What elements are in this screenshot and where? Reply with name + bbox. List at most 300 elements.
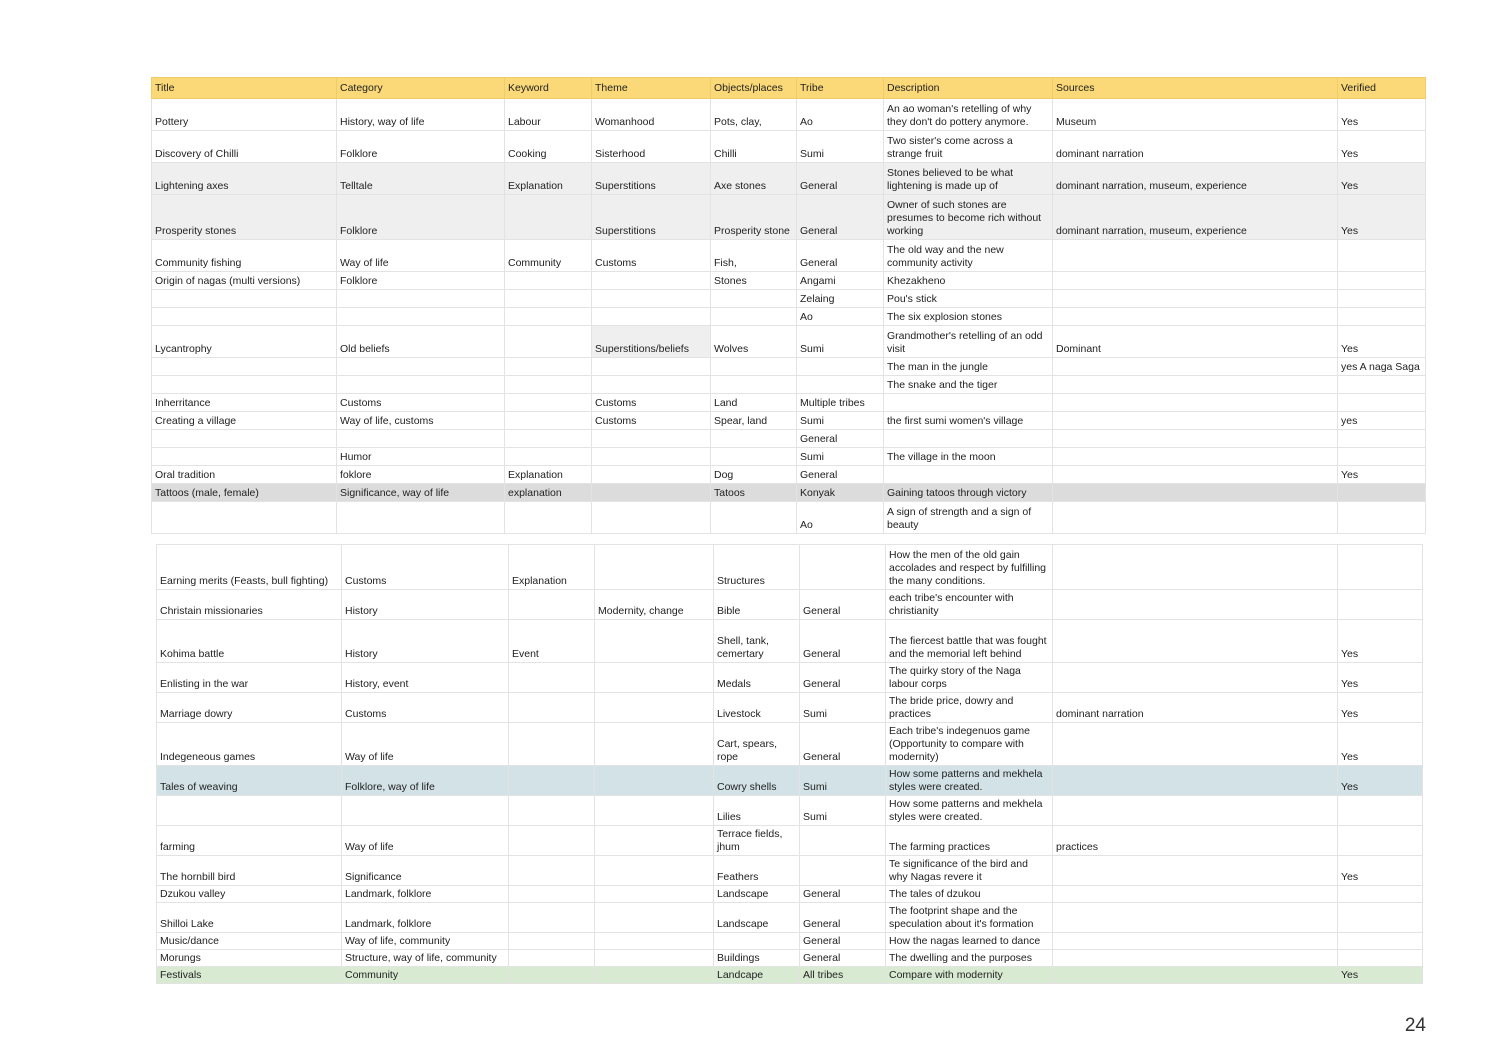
cell-description[interactable]: The man in the jungle (884, 358, 1053, 376)
cell-title[interactable]: Community fishing (152, 240, 337, 272)
cell-category[interactable]: History, way of life (337, 99, 505, 131)
header-tribe[interactable]: Tribe (797, 78, 884, 99)
cell-keyword[interactable] (509, 693, 595, 723)
cell-verified[interactable] (1338, 545, 1423, 590)
cell-keyword[interactable] (505, 358, 592, 376)
cell-tribe[interactable]: Ao (797, 99, 884, 131)
cell-theme[interactable] (592, 484, 711, 502)
cell-keyword[interactable]: Cooking (505, 131, 592, 163)
cell-objects-places[interactable] (711, 502, 797, 534)
cell-keyword[interactable] (505, 412, 592, 430)
cell-keyword[interactable]: explanation (505, 484, 592, 502)
cell-description[interactable]: How some patterns and mekhela styles were created. (886, 796, 1053, 826)
cell-objects-places[interactable] (711, 376, 797, 394)
cell-theme[interactable]: Customs (592, 394, 711, 412)
cell-theme[interactable] (592, 376, 711, 394)
cell-sources[interactable] (1053, 933, 1338, 950)
cell-objects-places[interactable] (711, 308, 797, 326)
cell-verified[interactable]: Yes (1338, 466, 1426, 484)
cell-objects-places[interactable]: Landscape (714, 903, 800, 933)
cell-tribe[interactable]: Angami (797, 272, 884, 290)
cell-tribe[interactable] (800, 545, 886, 590)
cell-tribe[interactable]: Ao (797, 308, 884, 326)
cell-verified[interactable] (1338, 950, 1423, 967)
cell-category[interactable] (337, 290, 505, 308)
cell-category[interactable] (337, 376, 505, 394)
cell-tribe[interactable]: General (797, 163, 884, 195)
cell-keyword[interactable] (509, 663, 595, 693)
cell-sources[interactable] (1053, 466, 1338, 484)
cell-keyword[interactable]: Explanation (505, 163, 592, 195)
cell-keyword[interactable] (509, 903, 595, 933)
cell-sources[interactable]: dominant narration, museum, experience (1053, 163, 1338, 195)
cell-theme[interactable] (592, 358, 711, 376)
cell-description[interactable]: The snake and the tiger (884, 376, 1053, 394)
cell-category[interactable]: Way of life (342, 826, 509, 856)
cell-category[interactable] (337, 502, 505, 534)
cell-sources[interactable]: practices (1053, 826, 1338, 856)
cell-verified[interactable]: yes A naga Saga (1338, 358, 1426, 376)
cell-description[interactable]: The tales of dzukou (886, 886, 1053, 903)
cell-tribe[interactable]: Multiple tribes (797, 394, 884, 412)
cell-sources[interactable] (1053, 620, 1338, 663)
cell-category[interactable]: History (342, 590, 509, 620)
cell-tribe[interactable]: Sumi (800, 766, 886, 796)
cell-category[interactable]: History, event (342, 663, 509, 693)
cell-title[interactable] (152, 308, 337, 326)
cell-objects-places[interactable]: Chilli (711, 131, 797, 163)
cell-sources[interactable] (1053, 502, 1338, 534)
cell-theme[interactable]: Customs (592, 240, 711, 272)
cell-sources[interactable] (1053, 796, 1338, 826)
cell-description[interactable]: The dwelling and the purposes (886, 950, 1053, 967)
cell-description[interactable]: Te significance of the bird and why Nagas revere it (886, 856, 1053, 886)
cell-sources[interactable] (1053, 412, 1338, 430)
cell-tribe[interactable]: All tribes (800, 967, 886, 984)
cell-verified[interactable] (1338, 240, 1426, 272)
cell-title[interactable]: Marriage dowry (157, 693, 342, 723)
cell-verified[interactable]: Yes (1338, 163, 1426, 195)
cell-verified[interactable]: Yes (1338, 856, 1423, 886)
cell-theme[interactable] (592, 466, 711, 484)
cell-description[interactable]: the first sumi women's village (884, 412, 1053, 430)
cell-category[interactable]: Way of life (337, 240, 505, 272)
cell-verified[interactable]: Yes (1338, 723, 1423, 766)
cell-objects-places[interactable]: Buildings (714, 950, 800, 967)
cell-sources[interactable] (1053, 448, 1338, 466)
cell-verified[interactable]: yes (1338, 412, 1426, 430)
cell-description[interactable] (884, 466, 1053, 484)
cell-objects-places[interactable]: Bible (714, 590, 800, 620)
cell-tribe[interactable]: General (797, 240, 884, 272)
cell-keyword[interactable] (505, 394, 592, 412)
cell-description[interactable]: How the nagas learned to dance (886, 933, 1053, 950)
cell-title[interactable] (152, 376, 337, 394)
cell-theme[interactable]: Superstitions (592, 163, 711, 195)
cell-keyword[interactable] (505, 326, 592, 358)
cell-sources[interactable] (1053, 376, 1338, 394)
cell-title[interactable]: Lightening axes (152, 163, 337, 195)
cell-theme[interactable] (592, 290, 711, 308)
cell-title[interactable]: Shilloi Lake (157, 903, 342, 933)
cell-sources[interactable] (1053, 886, 1338, 903)
header-objects-places[interactable]: Objects/places (711, 78, 797, 99)
cell-keyword[interactable] (505, 448, 592, 466)
cell-tribe[interactable]: Sumi (797, 448, 884, 466)
cell-category[interactable] (342, 796, 509, 826)
cell-objects-places[interactable]: Terrace fields, jhum (714, 826, 800, 856)
cell-title[interactable]: Inherritance (152, 394, 337, 412)
cell-sources[interactable]: dominant narration, museum, experience (1053, 195, 1338, 240)
cell-sources[interactable] (1053, 394, 1338, 412)
cell-category[interactable]: Folklore (337, 195, 505, 240)
cell-description[interactable]: each tribe's encounter with christianity (886, 590, 1053, 620)
cell-title[interactable]: Pottery (152, 99, 337, 131)
cell-objects-places[interactable]: Landscape (714, 886, 800, 903)
cell-keyword[interactable]: Labour (505, 99, 592, 131)
cell-theme[interactable] (595, 766, 714, 796)
cell-sources[interactable] (1053, 484, 1338, 502)
cell-objects-places[interactable]: Livestock (714, 693, 800, 723)
cell-description[interactable] (884, 430, 1053, 448)
cell-sources[interactable]: Dominant (1053, 326, 1338, 358)
cell-theme[interactable]: Customs (592, 412, 711, 430)
cell-keyword[interactable] (505, 376, 592, 394)
cell-tribe[interactable]: Konyak (797, 484, 884, 502)
cell-title[interactable]: Indegeneous games (157, 723, 342, 766)
cell-title[interactable]: Kohima battle (157, 620, 342, 663)
cell-keyword[interactable]: Community (505, 240, 592, 272)
cell-tribe[interactable] (797, 358, 884, 376)
cell-tribe[interactable]: Sumi (800, 796, 886, 826)
header-verified[interactable]: Verified (1338, 78, 1426, 99)
cell-category[interactable]: Way of life, community (342, 933, 509, 950)
cell-keyword[interactable] (509, 826, 595, 856)
cell-title[interactable]: Discovery of Chilli (152, 131, 337, 163)
cell-verified[interactable] (1338, 308, 1426, 326)
cell-description[interactable]: Compare with modernity (886, 967, 1053, 984)
cell-title[interactable]: Tales of weaving (157, 766, 342, 796)
cell-category[interactable]: History (342, 620, 509, 663)
cell-keyword[interactable] (505, 272, 592, 290)
cell-tribe[interactable]: General (800, 723, 886, 766)
cell-objects-places[interactable]: Land (711, 394, 797, 412)
cell-verified[interactable] (1338, 502, 1426, 534)
cell-objects-places[interactable]: Dog (711, 466, 797, 484)
cell-verified[interactable] (1338, 826, 1423, 856)
cell-description[interactable] (884, 394, 1053, 412)
cell-theme[interactable] (595, 693, 714, 723)
cell-tribe[interactable]: General (800, 886, 886, 903)
cell-objects-places[interactable]: Landcape (714, 967, 800, 984)
cell-category[interactable] (337, 430, 505, 448)
cell-category[interactable]: Folklore (337, 272, 505, 290)
cell-description[interactable]: The old way and the new community activity (884, 240, 1053, 272)
cell-description[interactable]: The farming practices (886, 826, 1053, 856)
cell-objects-places[interactable]: Wolves (711, 326, 797, 358)
cell-category[interactable]: Folklore (337, 131, 505, 163)
cell-verified[interactable] (1338, 903, 1423, 933)
cell-verified[interactable]: Yes (1338, 620, 1423, 663)
cell-description[interactable]: How the men of the old gain accolades and respect by fulfilling the many conditions. (886, 545, 1053, 590)
cell-theme[interactable] (595, 903, 714, 933)
cell-objects-places[interactable]: Shell, tank, cemertary (714, 620, 800, 663)
cell-sources[interactable] (1053, 272, 1338, 290)
cell-tribe[interactable]: General (800, 620, 886, 663)
cell-sources[interactable] (1053, 240, 1338, 272)
cell-description[interactable]: Gaining tatoos through victory (884, 484, 1053, 502)
cell-title[interactable]: Music/dance (157, 933, 342, 950)
cell-description[interactable]: How some patterns and mekhela styles were created. (886, 766, 1053, 796)
cell-keyword[interactable] (505, 195, 592, 240)
cell-tribe[interactable]: Ao (797, 502, 884, 534)
cell-theme[interactable] (592, 448, 711, 466)
cell-tribe[interactable]: General (800, 903, 886, 933)
cell-description[interactable]: The village in the moon (884, 448, 1053, 466)
cell-theme[interactable]: Superstitions/beliefs (592, 326, 711, 358)
cell-theme[interactable] (595, 620, 714, 663)
cell-theme[interactable] (595, 796, 714, 826)
cell-title[interactable]: Christain missionaries (157, 590, 342, 620)
cell-verified[interactable] (1338, 590, 1423, 620)
cell-tribe[interactable]: General (797, 466, 884, 484)
cell-keyword[interactable] (509, 766, 595, 796)
cell-keyword[interactable] (505, 502, 592, 534)
cell-tribe[interactable]: General (800, 933, 886, 950)
cell-theme[interactable] (595, 856, 714, 886)
cell-keyword[interactable] (509, 590, 595, 620)
cell-verified[interactable] (1338, 933, 1423, 950)
cell-verified[interactable]: Yes (1338, 99, 1426, 131)
header-description[interactable]: Description (884, 78, 1053, 99)
cell-verified[interactable]: Yes (1338, 663, 1423, 693)
cell-title[interactable]: Oral tradition (152, 466, 337, 484)
cell-objects-places[interactable]: Lilies (714, 796, 800, 826)
cell-category[interactable]: Customs (342, 693, 509, 723)
cell-verified[interactable] (1338, 430, 1426, 448)
cell-sources[interactable] (1053, 290, 1338, 308)
cell-objects-places[interactable] (711, 430, 797, 448)
cell-sources[interactable] (1053, 663, 1338, 693)
cell-category[interactable]: Old beliefs (337, 326, 505, 358)
cell-category[interactable]: Way of life, customs (337, 412, 505, 430)
cell-sources[interactable] (1053, 308, 1338, 326)
cell-title[interactable]: Earning merits (Feasts, bull fighting) (157, 545, 342, 590)
cell-category[interactable]: Telltale (337, 163, 505, 195)
cell-tribe[interactable]: Zelaing (797, 290, 884, 308)
cell-keyword[interactable]: Event (509, 620, 595, 663)
cell-theme[interactable]: Modernity, change (595, 590, 714, 620)
cell-description[interactable]: The bride price, dowry and practices (886, 693, 1053, 723)
cell-objects-places[interactable]: Pots, clay, (711, 99, 797, 131)
cell-sources[interactable] (1053, 766, 1338, 796)
cell-objects-places[interactable]: Stones (711, 272, 797, 290)
cell-title[interactable]: Festivals (157, 967, 342, 984)
header-category[interactable]: Category (337, 78, 505, 99)
cell-theme[interactable]: Sisterhood (592, 131, 711, 163)
cell-description[interactable]: An ao woman's retelling of why they don't do pottery anymore. (884, 99, 1053, 131)
cell-title[interactable] (152, 290, 337, 308)
cell-objects-places[interactable]: Feathers (714, 856, 800, 886)
cell-objects-places[interactable]: Structures (714, 545, 800, 590)
cell-category[interactable]: Way of life (342, 723, 509, 766)
cell-objects-places[interactable] (711, 448, 797, 466)
cell-objects-places[interactable] (711, 290, 797, 308)
cell-theme[interactable] (595, 723, 714, 766)
cell-objects-places[interactable]: Fish, (711, 240, 797, 272)
cell-sources[interactable] (1053, 950, 1338, 967)
cell-verified[interactable] (1338, 484, 1426, 502)
cell-tribe[interactable]: General (800, 590, 886, 620)
cell-title[interactable]: farming (157, 826, 342, 856)
cell-theme[interactable]: Superstitions (592, 195, 711, 240)
cell-description[interactable]: The quirky story of the Naga labour corps (886, 663, 1053, 693)
cell-tribe[interactable]: General (800, 950, 886, 967)
cell-category[interactable]: Folklore, way of life (342, 766, 509, 796)
cell-theme[interactable] (592, 308, 711, 326)
cell-theme[interactable]: Womanhood (592, 99, 711, 131)
cell-verified[interactable]: Yes (1338, 195, 1426, 240)
cell-title[interactable] (157, 796, 342, 826)
cell-title[interactable] (152, 448, 337, 466)
cell-description[interactable]: The six explosion stones (884, 308, 1053, 326)
cell-verified[interactable] (1338, 290, 1426, 308)
cell-keyword[interactable] (509, 796, 595, 826)
cell-sources[interactable]: dominant narration (1053, 693, 1338, 723)
cell-theme[interactable] (592, 502, 711, 534)
cell-keyword[interactable] (505, 430, 592, 448)
cell-category[interactable]: Landmark, folklore (342, 886, 509, 903)
cell-tribe[interactable]: Sumi (797, 412, 884, 430)
cell-description[interactable]: Owner of such stones are presumes to become rich without working (884, 195, 1053, 240)
cell-theme[interactable] (595, 967, 714, 984)
cell-sources[interactable] (1053, 903, 1338, 933)
cell-category[interactable]: Community (342, 967, 509, 984)
cell-tribe[interactable] (797, 376, 884, 394)
cell-keyword[interactable] (505, 308, 592, 326)
cell-title[interactable]: The hornbill bird (157, 856, 342, 886)
cell-sources[interactable] (1053, 545, 1338, 590)
cell-description[interactable]: Pou's stick (884, 290, 1053, 308)
cell-verified[interactable] (1338, 376, 1426, 394)
cell-theme[interactable] (595, 545, 714, 590)
cell-theme[interactable] (595, 663, 714, 693)
cell-title[interactable]: Morungs (157, 950, 342, 967)
cell-title[interactable]: Enlisting in the war (157, 663, 342, 693)
cell-theme[interactable] (595, 826, 714, 856)
cell-keyword[interactable] (509, 933, 595, 950)
cell-objects-places[interactable] (714, 933, 800, 950)
cell-verified[interactable]: Yes (1338, 131, 1426, 163)
cell-sources[interactable] (1053, 723, 1338, 766)
cell-title[interactable]: Tattoos (male, female) (152, 484, 337, 502)
cell-description[interactable]: Each tribe's indegenuos game (Opportunity to compare with modernity) (886, 723, 1053, 766)
cell-tribe[interactable] (800, 826, 886, 856)
cell-theme[interactable] (595, 933, 714, 950)
cell-title[interactable] (152, 430, 337, 448)
cell-objects-places[interactable]: Spear, land (711, 412, 797, 430)
cell-keyword[interactable]: Explanation (509, 545, 595, 590)
cell-verified[interactable]: Yes (1338, 766, 1423, 796)
header-keyword[interactable]: Keyword (505, 78, 592, 99)
cell-objects-places[interactable]: Medals (714, 663, 800, 693)
cell-category[interactable]: Landmark, folklore (342, 903, 509, 933)
cell-category[interactable] (337, 308, 505, 326)
cell-title[interactable]: Origin of nagas (multi versions) (152, 272, 337, 290)
header-title[interactable]: Title (152, 78, 337, 99)
cell-objects-places[interactable] (711, 358, 797, 376)
cell-sources[interactable]: Museum (1053, 99, 1338, 131)
cell-title[interactable]: Prosperity stones (152, 195, 337, 240)
cell-keyword[interactable] (505, 290, 592, 308)
cell-description[interactable]: Stones believed to be what lightening is made up of (884, 163, 1053, 195)
cell-keyword[interactable] (509, 950, 595, 967)
header-theme[interactable]: Theme (592, 78, 711, 99)
cell-category[interactable]: Customs (337, 394, 505, 412)
cell-objects-places[interactable]: Tatoos (711, 484, 797, 502)
cell-description[interactable]: Grandmother's retelling of an odd visit (884, 326, 1053, 358)
cell-keyword[interactable] (509, 967, 595, 984)
cell-title[interactable] (152, 358, 337, 376)
cell-title[interactable] (152, 502, 337, 534)
cell-verified[interactable] (1338, 272, 1426, 290)
header-sources[interactable]: Sources (1053, 78, 1338, 99)
cell-category[interactable]: foklore (337, 466, 505, 484)
cell-title[interactable]: Lycantrophy (152, 326, 337, 358)
cell-tribe[interactable]: Sumi (797, 326, 884, 358)
cell-description[interactable]: Khezakheno (884, 272, 1053, 290)
cell-tribe[interactable]: General (797, 430, 884, 448)
cell-theme[interactable] (595, 886, 714, 903)
cell-category[interactable]: Significance (342, 856, 509, 886)
cell-category[interactable]: Structure, way of life, community (342, 950, 509, 967)
cell-description[interactable]: Two sister's come across a strange fruit (884, 131, 1053, 163)
cell-objects-places[interactable]: Prosperity stone (711, 195, 797, 240)
cell-verified[interactable] (1338, 886, 1423, 903)
cell-category[interactable]: Customs (342, 545, 509, 590)
cell-verified[interactable] (1338, 394, 1426, 412)
cell-theme[interactable] (592, 272, 711, 290)
cell-title[interactable]: Dzukou valley (157, 886, 342, 903)
cell-tribe[interactable]: Sumi (800, 693, 886, 723)
cell-objects-places[interactable]: Axe stones (711, 163, 797, 195)
cell-title[interactable]: Creating a village (152, 412, 337, 430)
cell-keyword[interactable]: Explanation (505, 466, 592, 484)
cell-tribe[interactable]: General (797, 195, 884, 240)
cell-sources[interactable] (1053, 430, 1338, 448)
cell-keyword[interactable] (509, 886, 595, 903)
cell-objects-places[interactable]: Cowry shells (714, 766, 800, 796)
cell-description[interactable]: The fiercest battle that was fought and the memorial left behind (886, 620, 1053, 663)
cell-tribe[interactable]: General (800, 663, 886, 693)
cell-description[interactable]: The footprint shape and the speculation about it's formation (886, 903, 1053, 933)
cell-category[interactable] (337, 358, 505, 376)
cell-description[interactable]: A sign of strength and a sign of beauty (884, 502, 1053, 534)
cell-sources[interactable]: dominant narration (1053, 131, 1338, 163)
cell-theme[interactable] (595, 950, 714, 967)
cell-sources[interactable] (1053, 358, 1338, 376)
cell-category[interactable]: Significance, way of life (337, 484, 505, 502)
cell-verified[interactable] (1338, 448, 1426, 466)
cell-verified[interactable]: Yes (1338, 326, 1426, 358)
cell-sources[interactable] (1053, 590, 1338, 620)
cell-tribe[interactable]: Sumi (797, 131, 884, 163)
cell-category[interactable]: Humor (337, 448, 505, 466)
cell-verified[interactable]: Yes (1338, 693, 1423, 723)
cell-tribe[interactable] (800, 856, 886, 886)
cell-keyword[interactable] (509, 856, 595, 886)
cell-verified[interactable] (1338, 796, 1423, 826)
